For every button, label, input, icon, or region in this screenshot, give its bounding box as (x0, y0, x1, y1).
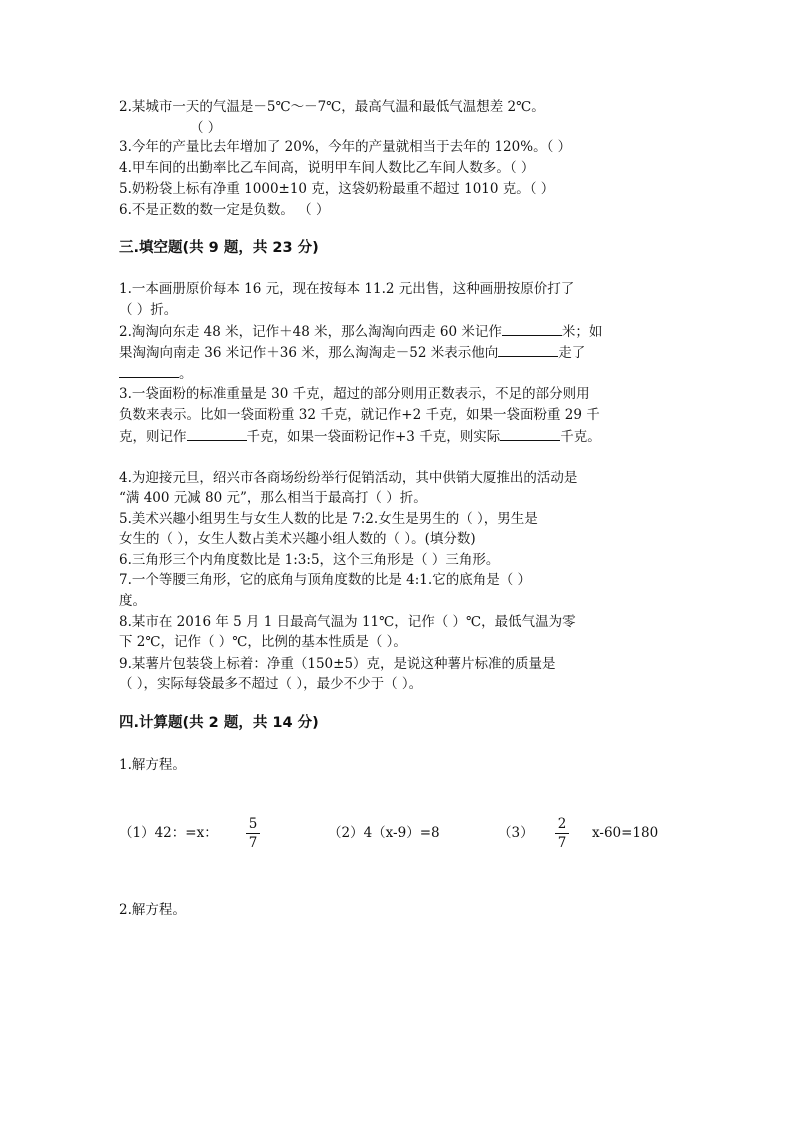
fill-q3-text: 千克，如果一袋面粉记作+3 千克，则实际 (246, 429, 501, 445)
fill-q2-text: 果淘淘向南走 36 米记作＋36 米，那么淘淘走－52 米表示他向 (119, 345, 499, 361)
judge-q4: 4.甲车间的出勤率比乙车间高，说明甲车间人数比乙车间人数多。（ ） (119, 160, 535, 176)
fill-q2-text: 。 (179, 366, 193, 382)
fill-q7-line1: 7.一个等腰三角形，它的底角与顶角度数的比是 4:1.它的底角是（ ） (119, 572, 531, 588)
fraction-bar (246, 833, 260, 834)
fill-q2-line2 (119, 342, 585, 363)
fill-q1-line2: （ ）折。 (119, 302, 178, 318)
fill-q2-blank-1[interactable] (502, 321, 562, 336)
fill-q3-line1: 3.一袋面粉的标准重量是 30 千克，超过的部分则用正数表示，不足的部分则用 (119, 386, 590, 402)
fill-q5-line2: 女生的（ ），女生人数占美术兴趣小组人数的（ ）。(填分数) (119, 531, 476, 547)
fraction-denominator: 7 (557, 835, 567, 851)
judge-q5: 5.奶粉袋上标有净重 1000±10 克，这袋奶粉最重不超过 1010 克。（ ） (119, 181, 555, 197)
fill-q2-line1 (119, 321, 602, 342)
fill-q2-text: 米；如 (561, 324, 603, 340)
fraction-numerator: 2 (557, 816, 567, 832)
calc-q2: 2.解方程。 (119, 902, 186, 918)
fill-q5-line1: 5.美术兴趣小组男生与女生人数的比是 7:2.女生是男生的（ ），男生是 (119, 511, 538, 527)
fill-q2-blank-3[interactable] (119, 363, 179, 378)
equation-3-label: （3） (498, 825, 534, 841)
fill-q3-blank-2[interactable] (500, 426, 560, 441)
fill-q9-line1: 9.某薯片包装袋上标着：净重（150±5）克，是说这种薯片标准的质量是 (119, 656, 556, 672)
fill-q2-line3 (119, 363, 193, 384)
fill-q9-line2: （ ），实际每袋最多不超过（ ），最少不少于（ ）。 (119, 676, 423, 692)
fill-q6: 6.三角形三个内角度数比是 1:3:5，这个三角形是（ ）三角形。 (119, 552, 500, 568)
fraction-denominator: 7 (248, 835, 258, 851)
judge-q3: 3.今年的产量比去年增加了 20%，今年的产量就相当于去年的 120%。（ ） (119, 139, 572, 155)
fraction-numerator: 5 (248, 816, 258, 832)
fill-q2-blank-2[interactable] (498, 342, 558, 357)
section4-title: 四.计算题(共 2 题，共 14 分) (119, 715, 319, 731)
fill-q4-line2: “满 400 元减 80 元”，那么相当于最高打（ ）折。 (119, 490, 427, 506)
judge-q2-line1: 2.某城市一天的气温是－5℃～－7℃，最高气温和最低气温想差 2℃。 (119, 99, 545, 115)
equation-2: （2）4（x-9）=8 (328, 825, 440, 841)
calc-q1: 1.解方程。 (119, 757, 186, 773)
fill-q2-text: 走了 (558, 345, 586, 361)
fill-q3-line2: 负数来表示。比如一袋面粉重 32 千克，就记作+2 千克，如果一袋面粉重 29 千 (119, 407, 600, 423)
judge-q6: 6.不是正数的数一定是负数。 （ ） (119, 202, 330, 218)
fill-q3-text: 千克。 (560, 429, 601, 445)
fill-q8-line1: 8.某市在 2016 年 5 月 1 日最高气温为 11℃，记作（ ）℃，最低气温为零 (119, 614, 576, 630)
equation-1-text: （1）42：=x： (119, 825, 218, 841)
fill-q3-text: 克，则记作 (119, 429, 187, 445)
equation-1-fraction (246, 816, 260, 851)
equation-3-text: x-60=180 (592, 825, 659, 841)
fill-q7-line2: 度。 (119, 593, 146, 609)
fill-q3-blank-1[interactable] (187, 426, 247, 441)
judge-q2-answer-paren[interactable]: （ ） (190, 120, 222, 136)
fill-q1-line1: 1.一本画册原价每本 16 元，现在按每本 11.2 元出售，这种画册按原价打了 (119, 281, 575, 297)
fill-q8-line2: 下 2℃，记作（ ）℃，比例的基本性质是（ ）。 (119, 634, 407, 650)
fraction-bar (555, 833, 569, 834)
fill-q3-line3 (119, 426, 601, 447)
equation-3-fraction (555, 816, 569, 851)
fill-q4-line1: 4.为迎接元旦，绍兴市各商场纷纷举行促销活动，其中供销大厦推出的活动是 (119, 470, 578, 486)
fill-q2-text: 2.淘淘向东走 48 米，记作＋48 米，那么淘淘向西走 60 米记作 (119, 324, 502, 340)
section3-title: 三.填空题(共 9 题，共 23 分) (119, 240, 319, 256)
